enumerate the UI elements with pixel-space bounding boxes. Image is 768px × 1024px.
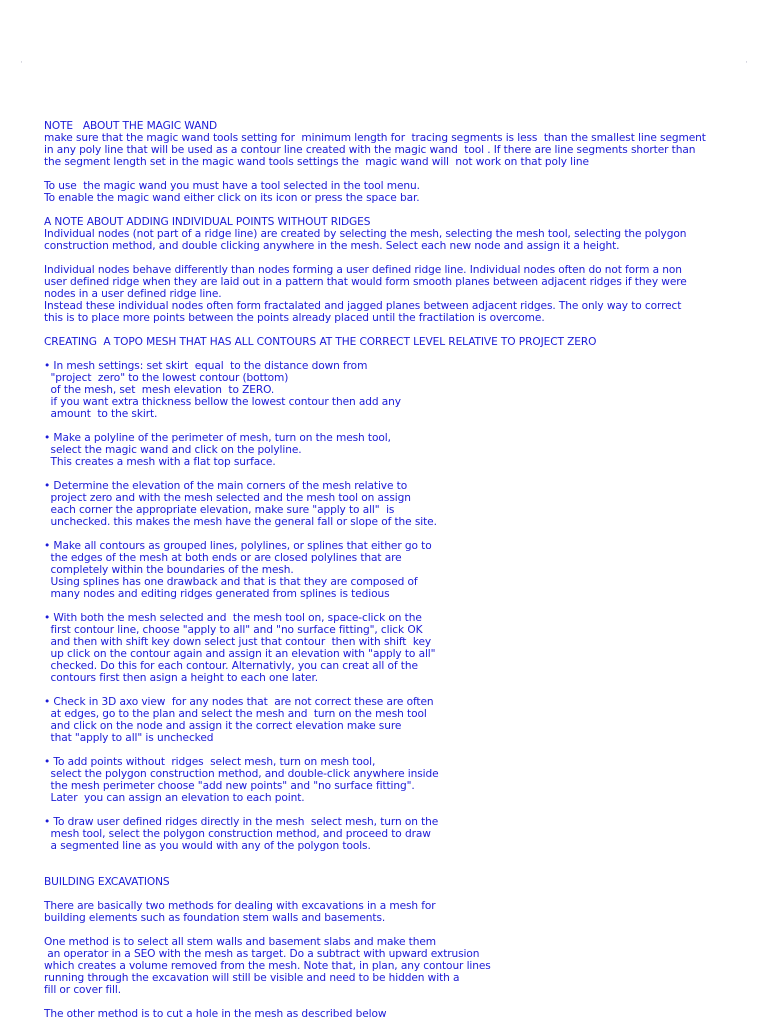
text-line: Individual nodes (not part of a ridge line) are created by selecting the mesh, selecting the mesh tool, selecting the polygon [44, 228, 687, 240]
paragraph-block [44, 336, 724, 348]
text-line: • Determine the elevation of the main corners of the mesh relative to [44, 480, 408, 492]
text-line: building elements such as foundation stem walls and basements. [44, 912, 386, 924]
text-line: this is to place more points between the points already placed until the fractilation is overcome. [44, 312, 545, 324]
text-line: an operator in a SEO with the mesh as target. Do a subtract with upward extrusion [44, 948, 480, 960]
text-line: which creates a volume removed from the mesh. Note that, in plan, any contour lines [44, 960, 491, 972]
text-line: that "apply to all" is unchecked [44, 732, 214, 744]
page-corner-mark-left: · [20, 58, 23, 68]
text-line: To enable the magic wand either click on its icon or press the space bar. [44, 192, 420, 204]
text-line: fill or cover fill. [44, 984, 121, 996]
text-line: construction method, and double clicking anywhere in the mesh. Select each new node and assign it a height. [44, 240, 620, 252]
text-line: "project zero" to the lowest contour (bottom) [44, 372, 289, 384]
text-line: Individual nodes behave differently than nodes forming a user defined ridge line. Individual nodes often do not form a non [44, 264, 682, 276]
text-line: completely within the boundaries of the mesh. [44, 564, 294, 576]
text-line: unchecked. this makes the mesh have the general fall or slope of the site. [44, 516, 437, 528]
paragraph-block [44, 612, 724, 684]
paragraph-block [44, 180, 724, 204]
text-line: contours first then asign a height to each one later. [44, 672, 318, 684]
paragraph-spacer [44, 420, 724, 432]
text-line: select the magic wand and click on the polyline. [44, 444, 302, 456]
paragraph-spacer [44, 996, 724, 1008]
text-line: amount to the skirt. [44, 408, 158, 420]
paragraph-block [44, 360, 724, 420]
page-corner-mark-right: · [745, 58, 748, 68]
text-line: each corner the appropriate elevation, make sure "apply to all" is [44, 504, 395, 516]
text-line: many nodes and editing ridges generated from splines is tedious [44, 588, 390, 600]
text-line: at edges, go to the plan and select the mesh and turn on the mesh tool [44, 708, 427, 720]
text-line: • With both the mesh selected and the mesh tool on, space-click on the [44, 612, 422, 624]
text-line: Using splines has one drawback and that is that they are composed of [44, 576, 418, 588]
paragraph-spacer [44, 804, 724, 816]
paragraph-block [44, 264, 724, 324]
text-line: • To draw user defined ridges directly in the mesh select mesh, turn on the [44, 816, 439, 828]
paragraph-block [44, 120, 724, 168]
paragraph-spacer [44, 252, 724, 264]
paragraph-spacer [44, 168, 724, 180]
text-line: • To add points without ridges select mesh, turn on mesh tool, [44, 756, 376, 768]
paragraph-block [44, 540, 724, 600]
paragraph-block [44, 432, 724, 468]
paragraph-spacer [44, 204, 724, 216]
text-line: mesh tool, select the polygon construction method, and proceed to draw [44, 828, 431, 840]
paragraph-spacer [44, 324, 724, 336]
text-line: CREATING A TOPO MESH THAT HAS ALL CONTOURS AT THE CORRECT LEVEL RELATIVE TO PROJECT ZERO [44, 336, 597, 348]
paragraph-block [44, 900, 724, 924]
paragraph-spacer [44, 468, 724, 480]
paragraph-block [44, 876, 724, 888]
paragraph-block [44, 480, 724, 528]
paragraph-spacer [44, 924, 724, 936]
text-line: NOTE ABOUT THE MAGIC WAND [44, 120, 218, 132]
text-line: of the mesh, set mesh elevation to ZERO. [44, 384, 275, 396]
paragraph-block [44, 816, 724, 852]
text-line: running through the excavation will still be visible and need to be hidden with a [44, 972, 460, 984]
text-line: and then with shift key down select just that contour then with shift key [44, 636, 432, 648]
text-line: make sure that the magic wand tools setting for minimum length for tracing segments is less than the smallest line segment [44, 132, 706, 144]
text-line: • Make all contours as grouped lines, polylines, or splines that either go to [44, 540, 432, 552]
text-line: select the polygon construction method, and double-click anywhere inside [44, 768, 439, 780]
text-line: • In mesh settings: set skirt equal to the distance down from [44, 360, 368, 372]
text-line: Later you can assign an elevation to each point. [44, 792, 305, 804]
paragraph-block [44, 696, 724, 744]
text-line: the mesh perimeter choose "add new points" and "no surface fitting". [44, 780, 415, 792]
text-line: nodes in a user defined ridge line. [44, 288, 222, 300]
paragraph-block [44, 216, 724, 252]
paragraph-spacer [44, 684, 724, 696]
text-line: in any poly line that will be used as a contour line created with the magic wand tool . If there are line segments shorter than [44, 144, 696, 156]
text-line: and click on the node and assign it the correct elevation make sure [44, 720, 402, 732]
text-line: • Check in 3D axo view for any nodes that are not correct these are often [44, 696, 434, 708]
paragraph-block [44, 1008, 724, 1020]
paragraph-spacer [44, 528, 724, 540]
text-line: Instead these individual nodes often form fractalated and jagged planes between adjacent ridges. The only way to correct [44, 300, 682, 312]
paragraph-spacer [44, 852, 724, 876]
text-line: user defined ridge when they are laid out in a pattern that would form smooth planes between adjacent ridges if they were [44, 276, 687, 288]
text-line: project zero and with the mesh selected and the mesh tool on assign [44, 492, 411, 504]
text-line: the segment length set in the magic wand tools settings the magic wand will not work on that poly line [44, 156, 589, 168]
text-line: To use the magic wand you must have a tool selected in the tool menu. [44, 180, 420, 192]
text-line: up click on the contour again and assign it an elevation with "apply to all" [44, 648, 436, 660]
text-line: • Make a polyline of the perimeter of mesh, turn on the mesh tool, [44, 432, 391, 444]
paragraph-block [44, 756, 724, 804]
text-line: if you want extra thickness bellow the lowest contour then add any [44, 396, 401, 408]
text-line: There are basically two methods for dealing with excavations in a mesh for [44, 900, 436, 912]
paragraph-spacer [44, 600, 724, 612]
paragraph-spacer [44, 348, 724, 360]
paragraph-spacer [44, 744, 724, 756]
document-body [44, 120, 724, 1020]
text-line: BUILDING EXCAVATIONS [44, 876, 170, 888]
text-line: checked. Do this for each contour. Alternativly, you can creat all of the [44, 660, 418, 672]
paragraph-spacer [44, 888, 724, 900]
text-line: This creates a mesh with a flat top surface. [44, 456, 276, 468]
text-line: a segmented line as you would with any of the polygon tools. [44, 840, 371, 852]
text-line: first contour line, choose "apply to all" and "no surface fitting", click OK [44, 624, 423, 636]
text-line: A NOTE ABOUT ADDING INDIVIDUAL POINTS WITHOUT RIDGES [44, 216, 371, 228]
text-line: One method is to select all stem walls and basement slabs and make them [44, 936, 436, 948]
text-line: The other method is to cut a hole in the mesh as described below [44, 1008, 387, 1020]
text-line: the edges of the mesh at both ends or are closed polylines that are [44, 552, 402, 564]
paragraph-block [44, 936, 724, 996]
